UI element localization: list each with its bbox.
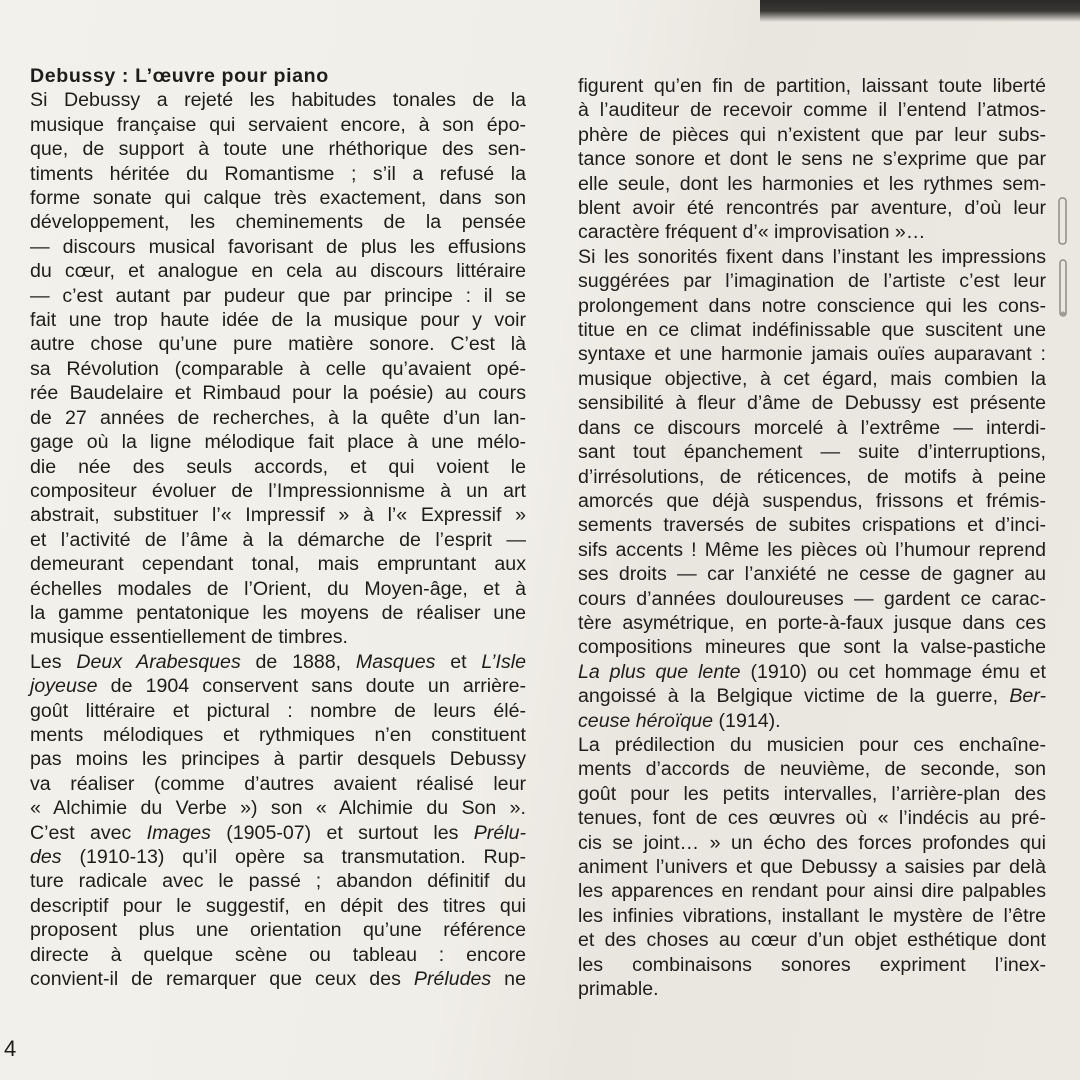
text-line: du cœur, et analogue en cela au discours littéraire	[30, 260, 526, 283]
text-line: angoissé à la Belgique victime de la guerre, Ber-	[578, 685, 1046, 708]
text-line: proposent plus une orientation qu’une référence	[30, 919, 526, 942]
text-line: descriptif pour le suggestif, en dépit des titres qui	[30, 894, 526, 917]
text-line: sifs accents ! Même les pièces où l’humour reprend	[578, 538, 1046, 561]
text-line: elle seule, dont les harmonies et les rythmes sem-	[578, 172, 1046, 195]
left-column	[30, 64, 526, 991]
text-line: compositeur évoluer de l’Impressionnisme à un art	[30, 479, 526, 502]
right-column	[578, 74, 1046, 1001]
text-line: dans ce discours morcelé à l’extrême — interdi-	[578, 416, 1046, 439]
text-line: animent l’univers et que Debussy a saisies par delà	[578, 856, 1046, 878]
work-title: Masques	[355, 650, 436, 673]
text-line: échelles modales de l’Orient, du Moyen-âge, et à	[30, 577, 526, 600]
text-line: — discours musical favorisant de plus les effusions	[30, 235, 526, 258]
text-line: ture radicale avec le passé ; abandon définitif du	[30, 870, 526, 893]
text-line: die née des seuls accords, et qui voient le	[30, 455, 526, 478]
text-line: C’est avec Images (1905-07) et surtout les Prélu-	[30, 821, 526, 844]
text-line: « Alchimie du Verbe ») son « Alchimie du Son ».	[30, 797, 526, 820]
text-line: joyeuse de 1904 conservent sans doute un arrière-	[30, 675, 526, 698]
work-title: Préludes	[413, 968, 492, 991]
text-line: ments d’accords de neuvième, de seconde, son	[578, 758, 1046, 781]
binder-clip-icon	[1056, 196, 1070, 326]
work-title: Images	[146, 821, 211, 844]
text-line: sa Révolution (comparable à celle qu’avaient opé-	[30, 357, 526, 380]
text-line: va réaliser (comme d’autres avaient réalisé leur	[30, 772, 526, 795]
text-line: prolongement dans notre conscience qui les cons-	[578, 294, 1046, 317]
text-line: blent avoir été rencontrés par aventure, d’où leur	[578, 197, 1046, 220]
text-line: primable.	[578, 978, 659, 1001]
text-line: abstrait, substituer l’« Impressif » à l’« Expressif »	[30, 504, 526, 527]
text-line: ments mélodiques et rythmiques n’en constituent	[30, 723, 526, 746]
text-line: rée Baudelaire et Rimbaud pour la poésie) au cours	[30, 382, 526, 405]
text-line: compositions mineures que sont la valse-pastiche	[578, 636, 1046, 659]
top-edge-shadow	[760, 0, 1080, 22]
text-line: — c’est autant par pudeur que par principe : il se	[30, 284, 526, 307]
text-line: gage où la ligne mélodique fait place à une mélo-	[30, 431, 526, 454]
text-line: ceuse héroïque (1914).	[578, 709, 781, 732]
text-line: les infinies vibrations, installant le mystère de l’être	[578, 904, 1046, 927]
text-line: syntaxe et une harmonie jamais ouïes auparavant :	[578, 343, 1046, 366]
text-line: musique essentiellement de timbres.	[30, 626, 349, 649]
text-line: directe à quelque scène ou tableau : encore	[30, 943, 526, 966]
text-line: des (1910-13) qu’il opère sa transmutation. Rup-	[30, 846, 526, 868]
text-line: sant tout épanchement — suite d’interruptions,	[578, 441, 1046, 464]
text-line: phère de pièces qui n’existent que par leur subs-	[578, 123, 1046, 146]
text-line: titue en ce climat indéfinissable que suscitent une	[578, 319, 1046, 342]
work-title: ceuse héroïque	[578, 709, 714, 732]
text-line: suggérées par l’imagination de l’artiste c’est leur	[578, 270, 1046, 293]
text-line: goût littéraire et pictural : nombre de leurs élé-	[30, 699, 526, 722]
text-line: convient-il de remarquer que ceux des Préludes ne	[30, 968, 526, 991]
page-number: 4	[4, 1036, 17, 1061]
text-line: cis se joint… » un écho des forces profondes qui	[578, 831, 1046, 854]
text-line: figurent qu’en fin de partition, laissant toute liberté	[578, 75, 1046, 97]
text-line: cours d’années douloureuses — gardent ce carac-	[578, 587, 1046, 610]
work-title: joyeuse	[30, 675, 98, 698]
text-line: de 27 années de recherches, à la quête d’un lan-	[30, 406, 526, 429]
work-title: La plus que lente	[578, 660, 741, 683]
text-line: à l’auditeur de recevoir comme il l’entend l’atmos-	[578, 99, 1046, 122]
text-line: musique française qui servaient encore, à son épo-	[30, 113, 526, 136]
text-line: timents héritée du Romantisme ; s’il a refusé la	[30, 162, 526, 185]
text-line: goût pour les petits intervalles, l’arrière-plan des	[578, 782, 1046, 805]
work-title: Prélu-	[473, 821, 526, 844]
text-line: ses droits — car l’anxiété ne cesse de gagner au	[578, 563, 1046, 586]
text-line: et des choses au cœur d’un objet esthétique dont	[578, 929, 1046, 952]
text-line: fait une trop haute idée de la musique pour y voir	[30, 309, 526, 332]
work-title: Deux Arabesques	[76, 650, 241, 673]
text-line: les apparences en rendant pour ainsi dire palpables	[578, 880, 1046, 903]
text-line: pas moins les principes à partir desquels Debussy	[30, 748, 526, 771]
text-line: amorcés que déjà suspendus, frissons et frémis-	[578, 489, 1046, 512]
text-line: caractère fréquent d’« improvisation »…	[578, 221, 926, 244]
work-title: des	[30, 846, 62, 868]
text-line: développement, les cheminements de la pensée	[30, 211, 526, 234]
text-line: forme sonate qui calque très exactement, dans son	[30, 187, 526, 210]
text-line: Si Debussy a rejeté les habitudes tonales de la	[30, 89, 526, 112]
article-heading: Debussy : L’œuvre pour piano	[30, 65, 329, 87]
text-line: d’irrésolutions, de réticences, de motifs à peine	[578, 465, 1046, 488]
text-line: demeurant cependant tonal, mais empruntant aux	[30, 553, 526, 576]
work-title: Ber-	[1009, 685, 1046, 708]
text-line: Si les sonorités fixent dans l’instant les impressions	[578, 245, 1046, 268]
text-line: La prédilection du musicien pour ces enchaîne-	[578, 733, 1046, 756]
text-line: tère asymétrique, en porte-à-faux jusque dans ces	[578, 611, 1046, 634]
work-title: L’Isle	[481, 650, 526, 673]
text-line: et l’activité de l’âme à la démarche de l’esprit —	[30, 528, 526, 551]
text-line: tenues, font de ces œuvres où « l’indécis au pré-	[578, 807, 1046, 830]
text-line: sements traversés de subites crispations et d’inci-	[578, 514, 1046, 537]
text-line: tance sonore et dont le sens ne s’exprime que par	[578, 148, 1046, 171]
text-line: Les Deux Arabesques de 1888, Masques et L’Isle	[30, 650, 526, 673]
text-line: sensibilité à fleur d’âme de Debussy est présente	[578, 392, 1046, 415]
text-line: les combinaisons sonores expriment l’inex-	[578, 953, 1046, 976]
text-line: que, de support à toute une rhéthorique des sen-	[30, 138, 526, 161]
text-line: la gamme pentatonique les moyens de réaliser une	[30, 601, 526, 624]
text-line: musique objective, à cet égard, mais combien la	[578, 367, 1046, 390]
text-line: La plus que lente (1910) ou cet hommage ému et	[578, 660, 1046, 683]
text-line: autre chose qu’une pure matière sonore. C’est là	[30, 333, 526, 356]
